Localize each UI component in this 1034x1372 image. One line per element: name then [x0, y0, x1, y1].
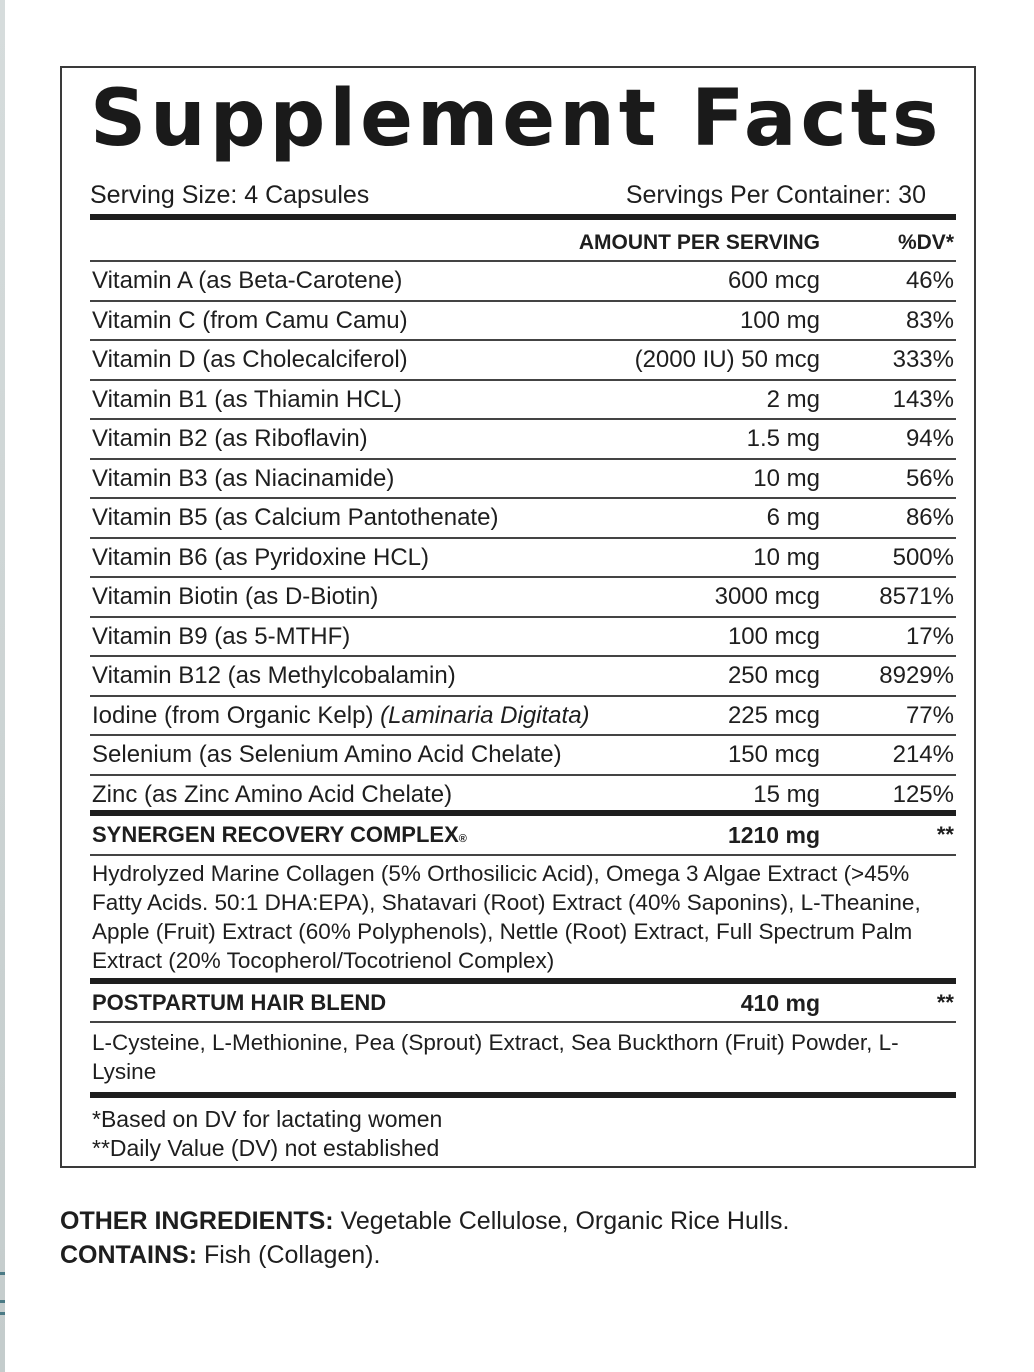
contains-label: CONTAINS: [60, 1241, 198, 1269]
nutrient-amount: 1.5 mg [746, 425, 820, 452]
blend-name-text: POSTPARTUM HAIR BLEND [92, 990, 387, 1015]
nutrient-name-text: Vitamin B12 (as Methylcobalamin) [92, 662, 456, 689]
nutrient-name [92, 578, 378, 616]
nutrient-name [92, 499, 498, 537]
nutrient-dv: 500% [892, 544, 954, 571]
nutrient-amount: 3000 mcg [714, 583, 820, 610]
header-dv: %DV* [897, 231, 954, 254]
blend-dv: ** [936, 822, 954, 847]
serving-size: Serving Size: 4 Capsules [90, 181, 370, 209]
nutrient-name [92, 302, 408, 340]
panel-title: Supplement Facts [90, 74, 943, 164]
nutrient-dv: 17% [905, 623, 954, 650]
nutrient-name [92, 657, 456, 695]
nutrient-name [92, 460, 394, 498]
nutrient-dv: 143% [892, 386, 954, 413]
nutrient-name-text: Vitamin B3 (as Niacinamide) [92, 465, 395, 492]
row-divider [90, 1021, 956, 1023]
nutrient-name-text: Vitamin B6 (as Pyridoxine HCL) [92, 544, 430, 571]
thick-rule [90, 1092, 956, 1098]
nutrient-row [90, 618, 956, 656]
nutrient-name-text: Vitamin B1 (as Thiamin HCL) [92, 386, 402, 413]
nutrient-name [92, 381, 402, 419]
blend-row [90, 816, 956, 854]
servings-per-container: Servings Per Container: 30 [625, 181, 926, 209]
nutrient-name-text: Vitamin B5 (as Calcium Pantothenate) [92, 504, 499, 531]
nutrient-name [92, 618, 350, 656]
blend-ingredients: L-Cysteine, L-Methionine, Pea (Sprout) Extract, Sea Buckthorn (Fruit) Powder, L-Lysine [92, 1030, 899, 1084]
footnote: *Based on DV for lactating women [92, 1106, 443, 1132]
contains-text: Fish (Collagen). [197, 1241, 381, 1269]
other-ingredients [60, 1204, 960, 1238]
nutrient-name [92, 697, 590, 735]
nutrient-dv: 56% [905, 465, 954, 492]
blend-name-text: SYNERGEN RECOVERY COMPLEX [92, 822, 459, 847]
nutrient-dv: 333% [892, 346, 954, 373]
nutrient-dv: 214% [892, 741, 954, 768]
nutrient-name-text: Vitamin B9 (as 5-MTHF) [92, 623, 351, 650]
left-edge-mark [0, 1312, 5, 1315]
left-edge-mark [0, 1300, 5, 1303]
blend-amount: 410 mg [740, 990, 820, 1016]
nutrient-row [90, 262, 956, 300]
nutrient-row [90, 420, 956, 458]
nutrient-row [90, 697, 956, 735]
row-divider [90, 854, 956, 856]
nutrient-amount: 225 mcg [727, 702, 820, 729]
nutrient-amount: 15 mg [753, 781, 820, 808]
table-header [90, 224, 956, 262]
blend-name [92, 816, 467, 854]
nutrient-row [90, 657, 956, 695]
blend-dv: ** [936, 990, 954, 1015]
nutrient-row [90, 539, 956, 577]
nutrient-amount: 250 mcg [727, 662, 820, 689]
nutrient-name-text: Zinc (as Zinc Amino Acid Chelate) [92, 781, 453, 808]
nutrient-name [92, 341, 408, 379]
nutrient-amount: 150 mcg [727, 741, 820, 768]
nutrient-row [90, 578, 956, 616]
nutrient-row [90, 499, 956, 537]
blend-row [90, 984, 956, 1022]
nutrient-amount: 6 mg [766, 504, 820, 531]
nutrient-name [92, 736, 562, 774]
nutrient-row [90, 381, 956, 419]
blend-name [92, 984, 386, 1022]
nutrient-amount: 100 mg [739, 307, 820, 334]
nutrient-dv: 94% [905, 425, 954, 452]
nutrient-row [90, 460, 956, 498]
thick-rule [90, 214, 956, 220]
supplement-facts-panel [60, 66, 976, 1168]
nutrient-name-text: Iodine (from Organic Kelp) [92, 702, 374, 729]
nutrient-row [90, 302, 956, 340]
nutrient-dv: 86% [905, 504, 954, 531]
nutrient-name [92, 539, 429, 577]
nutrient-name-text: Vitamin B2 (as Riboflavin) [92, 425, 368, 452]
nutrient-name-text: Vitamin A (as Beta-Carotene) [92, 267, 403, 294]
registered-mark: ® [458, 833, 467, 845]
nutrient-name [92, 420, 368, 458]
nutrient-name-text: Selenium (as Selenium Amino Acid Chelate) [92, 741, 562, 768]
header-amount: AMOUNT PER SERVING [578, 231, 820, 254]
nutrient-amount: 100 mcg [727, 623, 820, 650]
nutrient-dv: 77% [905, 702, 954, 729]
nutrient-name-text: Vitamin Biotin (as D-Biotin) [92, 583, 379, 610]
left-edge-strip [0, 0, 5, 1372]
nutrient-dv: 8929% [879, 662, 954, 689]
nutrient-dv: 46% [905, 267, 954, 294]
contains-statement [60, 1238, 960, 1272]
blend-amount: 1210 mg [727, 822, 820, 848]
nutrient-amount: 600 mcg [727, 267, 820, 294]
nutrient-amount: 10 mg [753, 465, 820, 492]
blend-ingredients: Hydrolyzed Marine Collagen (5% Orthosilicic Acid), Omega 3 Algae Extract (>45% Fatty Acids. 50:1 DHA:EPA), Shatavari (Root) Extract (40% Saponins), L-Theanine, Apple (Fruit) Extract (60% Polyphenols), Nettle (Root) Extract, Full Spectrum Palm Extract (20% Tocopherol/Tocotrienol Complex) [92, 861, 921, 973]
other-ingredients-label: OTHER INGREDIENTS: [60, 1207, 334, 1235]
nutrient-name-text: Vitamin D (as Cholecalciferol) [92, 346, 408, 373]
nutrient-amount: 10 mg [753, 544, 820, 571]
nutrient-name-italic: (Laminaria Digitata) [380, 702, 590, 729]
nutrient-row [90, 776, 956, 814]
nutrient-amount: 2 mg [766, 386, 820, 413]
nutrient-row [90, 736, 956, 774]
nutrient-amount: (2000 IU) 50 mcg [634, 346, 820, 373]
nutrient-dv: 8571% [879, 583, 954, 610]
nutrient-name [92, 776, 452, 814]
nutrient-name [92, 262, 402, 300]
nutrient-dv: 125% [892, 781, 954, 808]
other-ingredients-text: Vegetable Cellulose, Organic Rice Hulls. [333, 1207, 790, 1235]
nutrient-row [90, 341, 956, 379]
serving-info [90, 180, 956, 210]
nutrient-name-text: Vitamin C (from Camu Camu) [92, 307, 408, 334]
left-edge-mark [0, 1272, 5, 1275]
nutrient-dv: 83% [905, 307, 954, 334]
footnote: **Daily Value (DV) not established [92, 1135, 440, 1161]
